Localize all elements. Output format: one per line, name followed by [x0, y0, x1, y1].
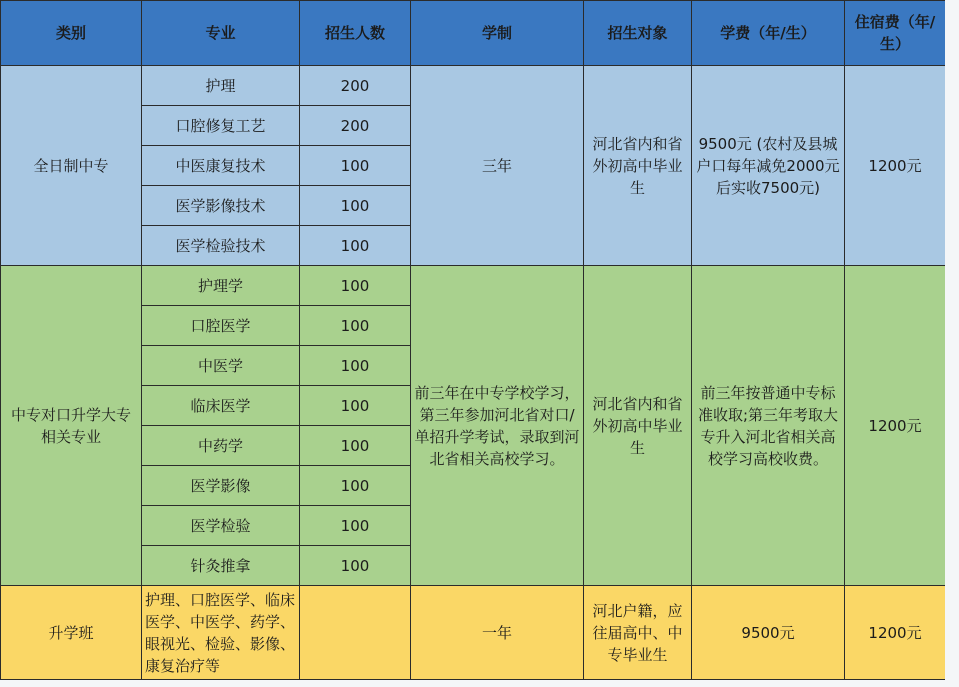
duration-cell: 前三年在中专学校学习，第三年参加河北省对口/单招升学考试，录取到河北省相关高校学习。	[411, 266, 584, 586]
table-row	[1, 66, 946, 106]
count-cell: 100	[300, 426, 411, 466]
major-cell: 护理学	[142, 266, 300, 306]
count-cell: 200	[300, 66, 411, 106]
header-category: 类别	[1, 1, 142, 66]
major-cell: 医学检验技术	[142, 226, 300, 266]
category-cell: 中专对口升学大专相关专业	[1, 266, 142, 586]
header-enrollment: 招生人数	[300, 1, 411, 66]
dorm-cell: 1200元	[845, 586, 946, 680]
major-cell: 医学检验	[142, 506, 300, 546]
table-row	[1, 586, 946, 680]
tuition-cell: 9500元 (农村及县城户口每年减免2000元后实收7500元)	[692, 66, 845, 266]
major-cell: 医学影像技术	[142, 186, 300, 226]
major-cell: 临床医学	[142, 386, 300, 426]
dorm-cell: 1200元	[845, 66, 946, 266]
header-dorm: 住宿费（年/生）	[845, 1, 946, 66]
category-cell: 升学班	[1, 586, 142, 680]
major-cell: 针灸推拿	[142, 546, 300, 586]
duration-cell: 三年	[411, 66, 584, 266]
count-cell: 100	[300, 186, 411, 226]
count-cell: 100	[300, 146, 411, 186]
count-cell: 100	[300, 306, 411, 346]
table-row	[1, 266, 946, 306]
header-major: 专业	[142, 1, 300, 66]
count-cell: 100	[300, 466, 411, 506]
count-cell: 100	[300, 546, 411, 586]
tuition-cell: 前三年按普通中专标准收取;第三年考取大专升入河北省相关高校学习高校收费。	[692, 266, 845, 586]
page-margin-bottom	[0, 680, 959, 687]
major-cell: 口腔修复工艺	[142, 106, 300, 146]
dorm-cell: 1200元	[845, 266, 946, 586]
major-cell: 中药学	[142, 426, 300, 466]
major-cell: 护理	[142, 66, 300, 106]
major-cell: 口腔医学	[142, 306, 300, 346]
header-tuition: 学费（年/生）	[692, 1, 845, 66]
target-cell: 河北省内和省外初高中毕业生	[584, 66, 692, 266]
count-cell: 100	[300, 506, 411, 546]
target-cell: 河北户籍，应往届高中、中专毕业生	[584, 586, 692, 680]
count-cell	[300, 586, 411, 680]
count-cell: 100	[300, 226, 411, 266]
target-cell: 河北省内和省外初高中毕业生	[584, 266, 692, 586]
count-cell: 100	[300, 346, 411, 386]
major-cell: 中医学	[142, 346, 300, 386]
major-cell: 医学影像	[142, 466, 300, 506]
category-cell: 全日制中专	[1, 66, 142, 266]
header-row	[1, 1, 946, 66]
count-cell: 100	[300, 386, 411, 426]
major-cell: 中医康复技术	[142, 146, 300, 186]
count-cell: 100	[300, 266, 411, 306]
tuition-cell: 9500元	[692, 586, 845, 680]
major-cell: 护理、口腔医学、临床医学、中医学、药学、眼视光、检验、影像、康复治疗等	[142, 586, 300, 680]
page-margin-right	[945, 0, 959, 687]
duration-cell: 一年	[411, 586, 584, 680]
header-duration: 学制	[411, 1, 584, 66]
count-cell: 200	[300, 106, 411, 146]
header-target: 招生对象	[584, 1, 692, 66]
